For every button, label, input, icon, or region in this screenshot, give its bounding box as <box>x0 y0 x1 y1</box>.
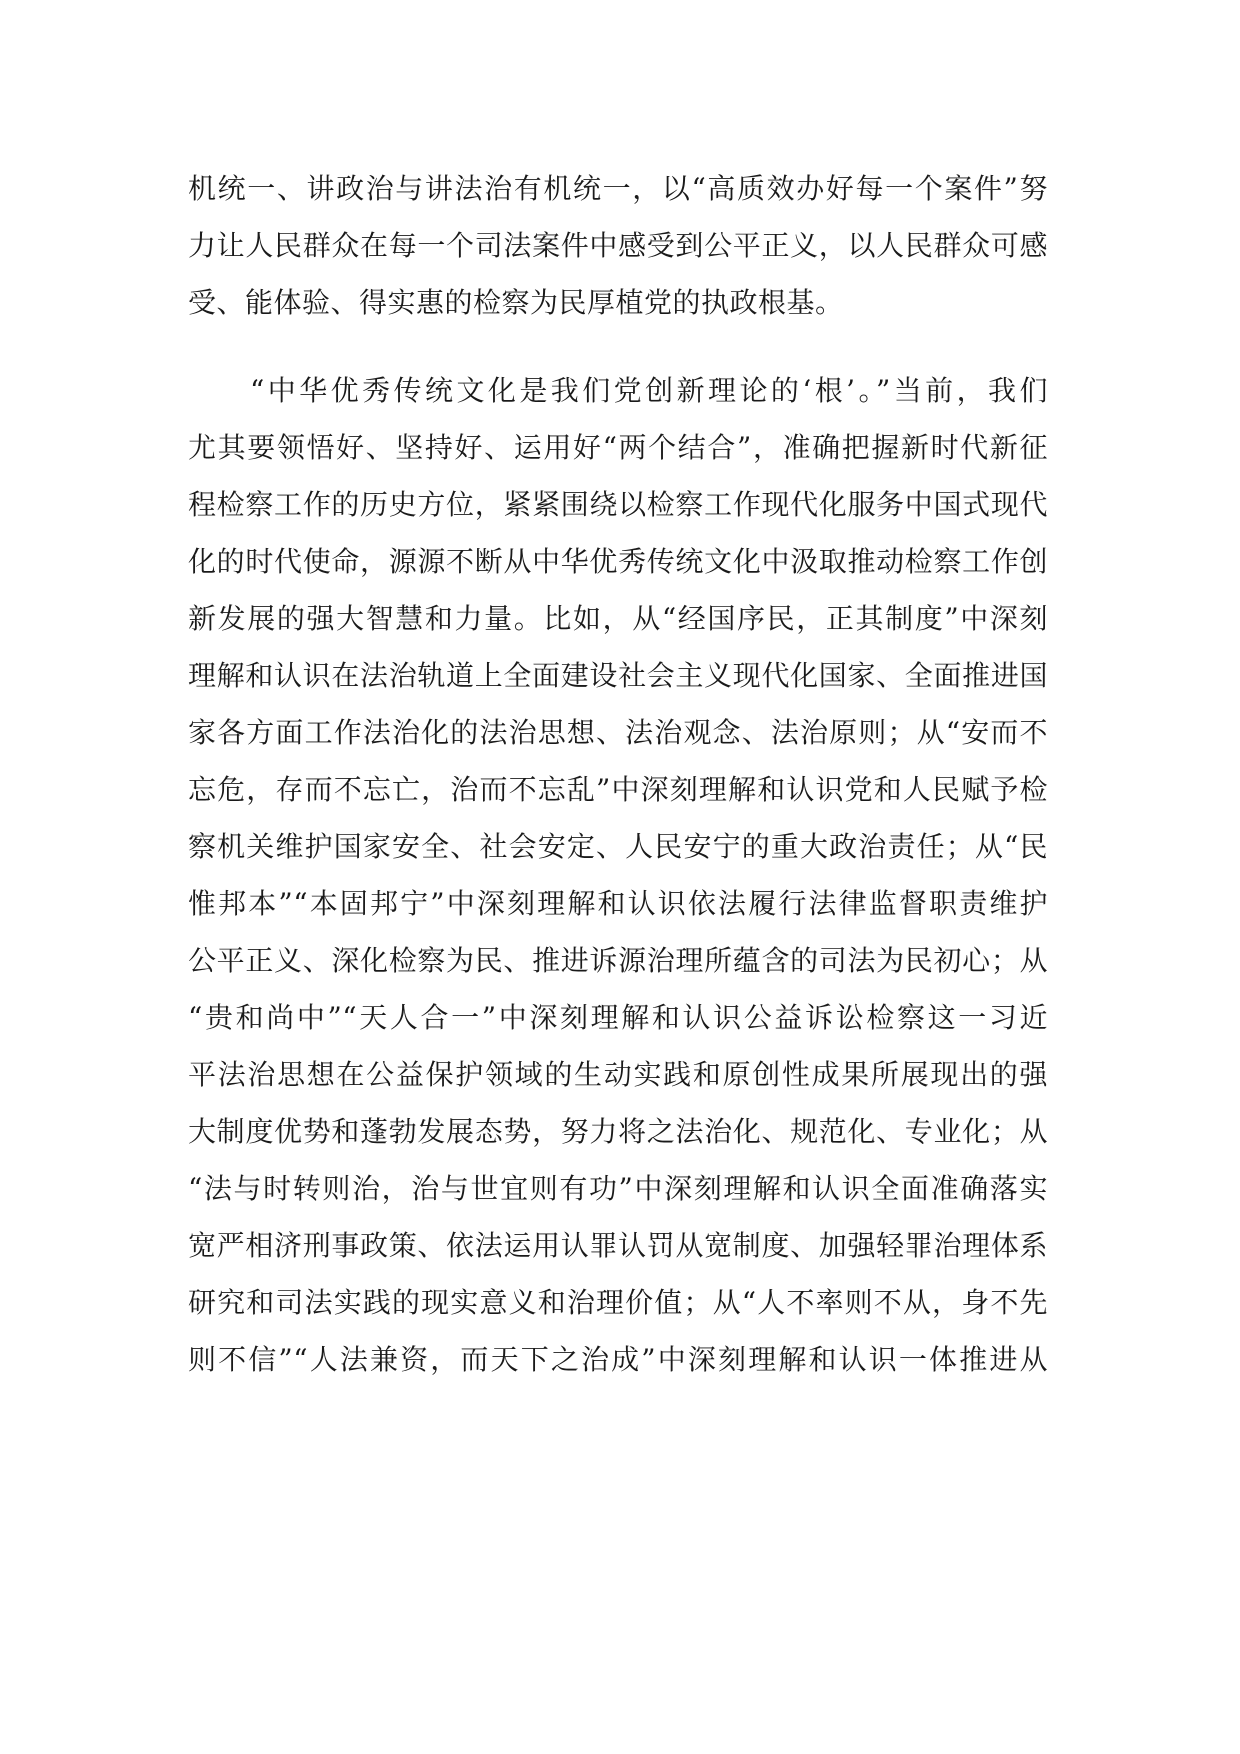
paragraph-line: 公平正义、深化检察为民、推进诉源治理所蕴含的司法为民初心；从 <box>188 944 1048 977</box>
paragraph-line: 理解和认识在法治轨道上全面建设社会主义现代化国家、全面推进国 <box>188 659 1048 692</box>
paragraph-line: 惟邦本”“本固邦宁”中深刻理解和认识依法履行法律监督职责维护 <box>188 887 1048 920</box>
paragraph-line: 机统一、讲政治与讲法治有机统一，以“高质效办好每一个案件”努 <box>188 172 1048 205</box>
paragraph-line: 则不信”“人法兼资，而天下之治成”中深刻理解和认识一体推进从 <box>188 1343 1048 1376</box>
paragraph-line: 大制度优势和蓬勃发展态势，努力将之法治化、规范化、专业化；从 <box>188 1115 1048 1148</box>
paragraph-line: 受、能体验、得实惠的检察为民厚植党的执政根基。 <box>188 286 844 319</box>
paragraph-line: 新发展的强大智慧和力量。比如，从“经国序民，正其制度”中深刻 <box>188 602 1048 635</box>
paragraph-line: 力让人民群众在每一个司法案件中感受到公平正义，以人民群众可感 <box>188 229 1048 262</box>
paragraph-line: 家各方面工作法治化的法治思想、法治观念、法治原则；从“安而不 <box>188 716 1048 749</box>
paragraph-line: 察机关维护国家安全、社会安定、人民安宁的重大政治责任；从“民 <box>188 830 1048 863</box>
paragraph-1 <box>188 160 1048 331</box>
paragraph-line: 宽严相济刑事政策、依法运用认罪认罚从宽制度、加强轻罪治理体系 <box>188 1229 1048 1262</box>
paragraph-line: “中华优秀传统文化是我们党创新理论的‘根’。”当前，我们 <box>250 374 1048 407</box>
paragraph-line: 忘危，存而不忘亡，治而不忘乱”中深刻理解和认识党和人民赋予检 <box>188 773 1048 806</box>
paragraph-line: “贵和尚中”“天人合一”中深刻理解和认识公益诉讼检察这一习近 <box>188 1001 1048 1034</box>
paragraph-line: “法与时转则治，治与世宜则有功”中深刻理解和认识全面准确落实 <box>188 1172 1048 1205</box>
paragraph-line: 尤其要领悟好、坚持好、运用好“两个结合”，准确把握新时代新征 <box>188 431 1048 464</box>
paragraph-line: 程检察工作的历史方位，紧紧围绕以检察工作现代化服务中国式现代 <box>188 488 1048 521</box>
paragraph-2 <box>188 362 1048 1388</box>
paragraph-line: 平法治思想在公益保护领域的生动实践和原创性成果所展现出的强 <box>188 1058 1048 1091</box>
paragraph-line: 研究和司法实践的现实意义和治理价值；从“人不率则不从，身不先 <box>188 1286 1048 1319</box>
paragraph-line: 化的时代使命，源源不断从中华优秀传统文化中汲取推动检察工作创 <box>188 545 1048 578</box>
